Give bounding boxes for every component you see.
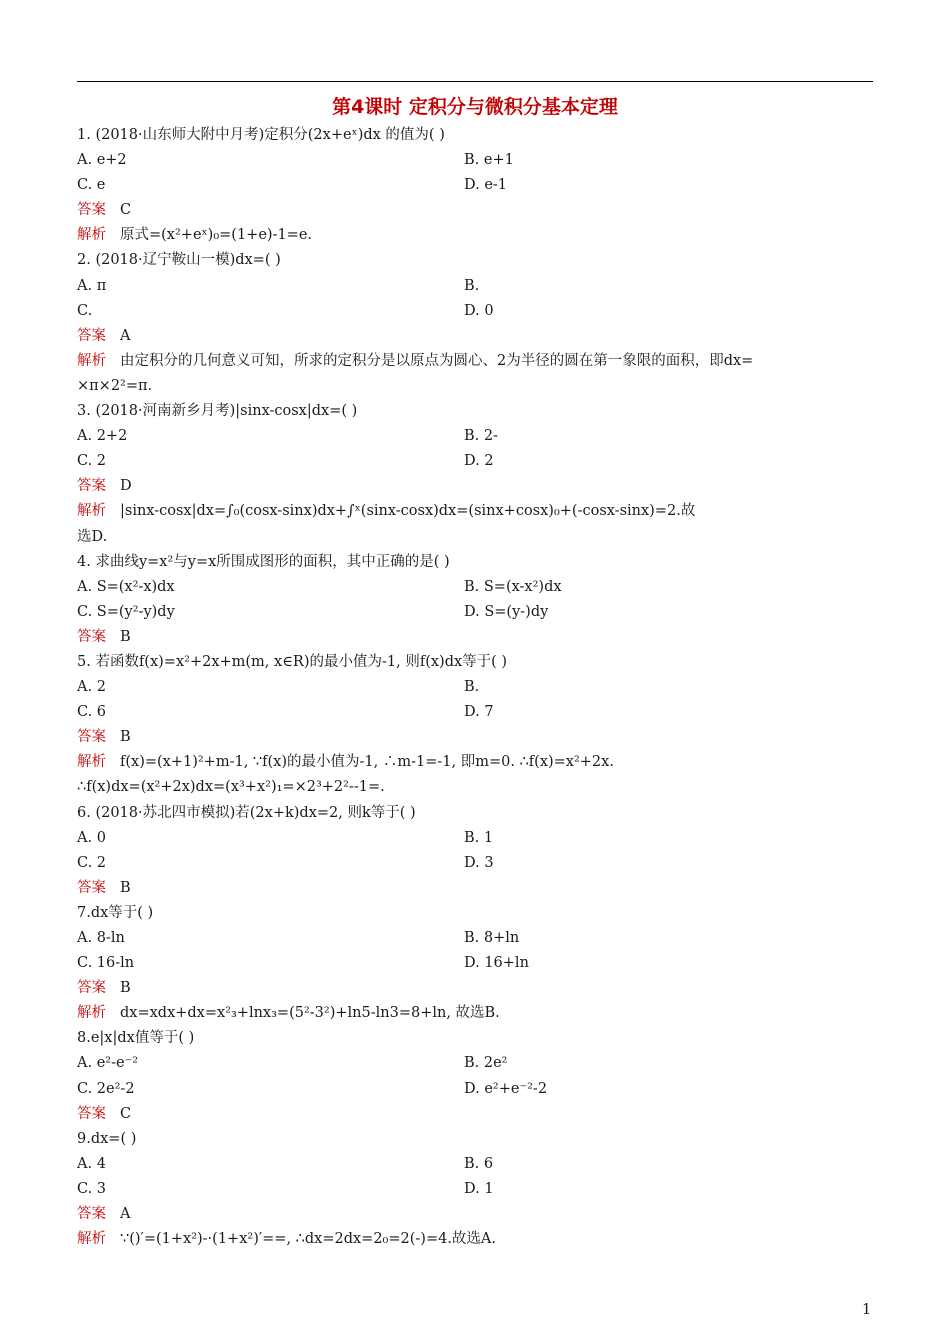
answer-value: A — [120, 327, 131, 344]
question-9-stem: 9.dx=( ) — [77, 1130, 137, 1147]
answer-value: C — [120, 202, 132, 219]
analysis-text: dx=xdx+dx=x²₃+lnx₃=(5²-3²)+ln5-ln3=8+ln, 故选B. — [120, 1005, 500, 1022]
question-2-stem: 2. (2018·辽宁鞍山一模)dx=( ) — [77, 252, 281, 269]
option-c: C. — [77, 302, 93, 319]
analysis-text: ∵()′=(1+x²)-·(1+x²)′==, ∴dx=2dx=2₀=2(-)=4.故选A. — [120, 1231, 497, 1248]
answer-value: D — [120, 478, 132, 495]
analysis-text: |sinx-cosx|dx=∫₀(cosx-sinx)dx+∫ˣ(sinx-cosx)dx=(sinx+cosx)₀+(-cosx-sinx)=2.故 — [120, 503, 696, 520]
option-a: A. 8-ln — [77, 930, 125, 946]
question-3-analysis — [77, 499, 877, 524]
option-a: A. e+2 — [77, 152, 127, 169]
option-b: B. — [464, 679, 480, 696]
answer-value: B — [120, 879, 131, 896]
analysis-text: f(x)=(x+1)²+m-1, ∵f(x)的最小值为-1, ∴m-1=-1, 即m=0. ∴f(x)=x²+2x. — [120, 754, 614, 771]
option-b: B. 8+ln — [464, 930, 520, 946]
option-c: C. 2 — [77, 854, 107, 871]
option-d: D. 1 — [464, 1180, 494, 1197]
question-9-options-row1 — [77, 1152, 877, 1177]
option-d: D. 2 — [464, 453, 494, 470]
question-5-analysis-cont: ∴f(x)dx=(x²+2x)dx=(x³+x²)₁=×2³+2²--1=. — [77, 779, 385, 796]
question-6-options-row1 — [77, 826, 877, 851]
answer-tag: 答案 — [77, 1206, 106, 1223]
question-1-options-row1 — [77, 148, 877, 173]
option-c: C. 2e²-2 — [77, 1080, 135, 1097]
question-3-analysis-cont: 选D. — [77, 528, 108, 545]
option-d: D. 0 — [464, 302, 494, 319]
answer-tag: 答案 — [77, 879, 106, 896]
question-1-analysis — [77, 223, 877, 248]
question-1-answer — [77, 198, 877, 223]
question-2-options-row2 — [77, 299, 877, 324]
analysis-tag: 解析 — [77, 503, 106, 520]
page-title: 第4课时 定积分与微积分基本定理 — [332, 96, 618, 118]
question-8-options-row2 — [77, 1077, 877, 1102]
answer-value: B — [120, 628, 131, 645]
analysis-tag: 解析 — [77, 1231, 106, 1248]
answer-value: B — [120, 980, 131, 997]
question-5-options-row1 — [77, 675, 877, 700]
question-8-options-row1 — [77, 1051, 877, 1076]
option-b: B. 6 — [464, 1155, 494, 1172]
question-9-analysis — [77, 1227, 877, 1252]
question-4-answer — [77, 625, 877, 650]
analysis-tag: 解析 — [77, 352, 106, 369]
analysis-tag: 解析 — [77, 227, 106, 244]
option-a: A. e²-e⁻² — [77, 1055, 139, 1072]
option-d: D. 7 — [464, 704, 494, 721]
question-5-options-row2 — [77, 700, 877, 725]
option-b: B. e+1 — [464, 152, 514, 169]
option-b: B. 2- — [464, 428, 498, 445]
option-c: C. 2 — [77, 453, 107, 470]
answer-value: B — [120, 729, 131, 746]
option-c: C. 6 — [77, 704, 107, 721]
option-b: B. — [464, 277, 480, 294]
answer-tag: 答案 — [77, 980, 106, 997]
option-a: A. 2 — [77, 679, 106, 696]
analysis-text: 由定积分的几何意义可知，所求的定积分是以原点为圆心、2为半径的圆在第一象限的面积，即dx= — [120, 352, 754, 369]
question-2-options-row1 — [77, 274, 877, 299]
answer-tag: 答案 — [77, 729, 106, 746]
answer-value: C — [120, 1105, 132, 1122]
option-d: D. S=(y-)dy — [464, 603, 549, 620]
answer-value: A — [120, 1206, 131, 1223]
answer-tag: 答案 — [77, 1105, 106, 1122]
option-d: D. 3 — [464, 854, 494, 871]
option-c: C. S=(y²-y)dy — [77, 603, 175, 620]
answer-tag: 答案 — [77, 478, 106, 495]
question-2-answer — [77, 324, 877, 349]
option-a: A. 2+2 — [77, 428, 128, 445]
option-c: C. e — [77, 177, 106, 194]
question-4-options-row2 — [77, 600, 877, 625]
question-9-options-row2 — [77, 1177, 877, 1202]
question-9-answer — [77, 1202, 877, 1227]
option-c: C. 3 — [77, 1180, 107, 1197]
question-1-options-row2 — [77, 173, 877, 198]
question-5-stem: 5. 若函数f(x)=x²+2x+m(m, x∈R)的最小值为-1, 则f(x)dx等于( ) — [77, 653, 508, 670]
page-number: 1 — [862, 1302, 872, 1318]
analysis-tag: 解析 — [77, 754, 106, 771]
question-8-answer — [77, 1102, 877, 1127]
question-7-options-row2 — [77, 951, 877, 976]
question-3-options-row2 — [77, 449, 877, 474]
question-6-options-row2 — [77, 851, 877, 876]
option-b: B. 2e² — [464, 1055, 508, 1072]
question-2-analysis-cont: ×π×2²=π. — [77, 377, 153, 394]
question-1-stem: 1. (2018·山东师大附中月考)定积分(2x+eˣ)dx 的值为( ) — [77, 127, 445, 143]
question-3-options-row1 — [77, 424, 877, 449]
option-d: D. e²+e⁻²-2 — [464, 1080, 548, 1097]
answer-tag: 答案 — [77, 628, 106, 645]
question-4-stem: 4. 求曲线y=x²与y=x所围成图形的面积，其中正确的是( ) — [77, 553, 450, 570]
question-5-answer — [77, 725, 877, 750]
header-rule — [77, 81, 873, 82]
question-3-answer — [77, 474, 877, 499]
option-b: B. S=(x-x²)dx — [464, 578, 562, 595]
analysis-text: 原式=(x²+eˣ)₀=(1+e)-1=e. — [120, 227, 313, 244]
question-3-stem: 3. (2018·河南新乡月考)|sinx-cosx|dx=( ) — [77, 403, 358, 420]
option-a: A. π — [77, 277, 107, 294]
option-d: D. e-1 — [464, 177, 508, 194]
analysis-tag: 解析 — [77, 1005, 106, 1022]
option-a: A. S=(x²-x)dx — [77, 578, 175, 595]
question-5-analysis — [77, 750, 877, 775]
question-7-options-row1 — [77, 926, 877, 951]
question-7-analysis — [77, 1001, 877, 1026]
question-6-answer — [77, 876, 877, 901]
question-7-stem: 7.dx等于( ) — [77, 904, 154, 921]
document-body — [77, 123, 877, 1252]
answer-tag: 答案 — [77, 202, 106, 219]
option-c: C. 16-ln — [77, 955, 135, 972]
option-d: D. 16+ln — [464, 955, 529, 972]
option-a: A. 4 — [77, 1155, 106, 1172]
option-a: A. 0 — [77, 829, 106, 846]
question-2-analysis — [77, 349, 877, 374]
question-8-stem: 8.e|x|dx值等于( ) — [77, 1030, 195, 1047]
question-7-answer — [77, 976, 877, 1001]
question-6-stem: 6. (2018·苏北四市模拟)若(2x+k)dx=2, 则k等于( ) — [77, 804, 416, 821]
question-4-options-row1 — [77, 575, 877, 600]
option-b: B. 1 — [464, 829, 494, 846]
answer-tag: 答案 — [77, 327, 106, 344]
